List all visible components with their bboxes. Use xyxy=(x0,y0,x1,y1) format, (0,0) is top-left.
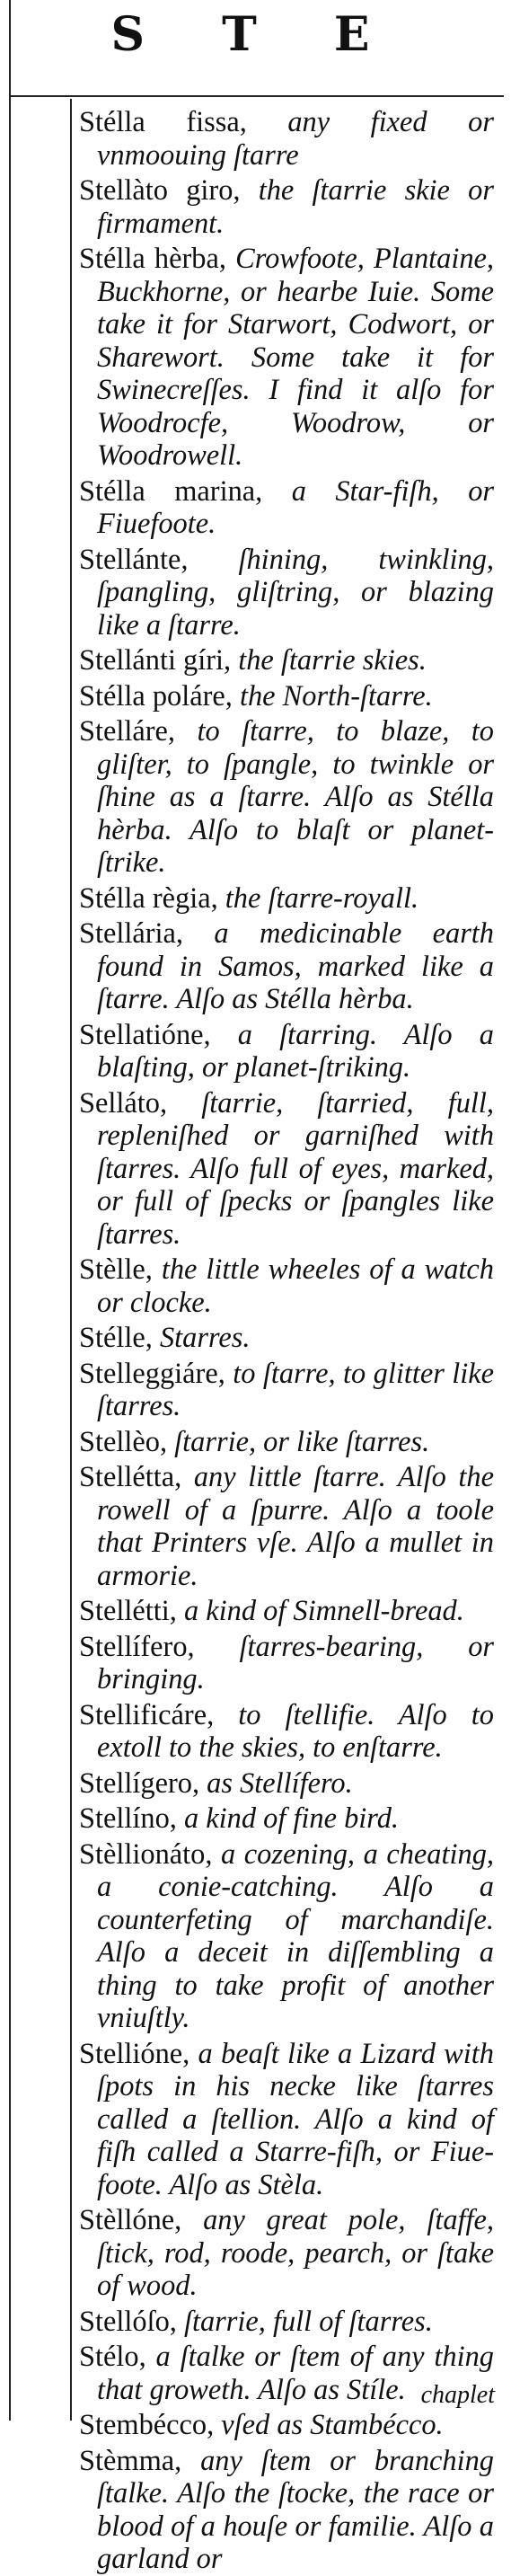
entry-headword: Stélla fissa, xyxy=(79,106,247,138)
entry-definition: ſtarrie, full of ſtarres. xyxy=(176,2305,433,2338)
entry-headword: Stelleggiáre, xyxy=(79,1357,225,1390)
entry-definition: ſhining, twinkling, ſpangling, gliſtring, or blazing like a ſtarre. xyxy=(97,543,494,642)
entry-definition: Crowfoote, Plantaine, Buckhorne, or hearbe Iuie. Some take it for Starwort, Codwort, or Sharewort. Some take it for Swinecreſſes. I find it alſo for Woodrocfe, Woodrow, or Woodrowell. xyxy=(97,243,495,472)
page-header: S T E xyxy=(110,7,401,62)
entry-definition: the ſtarre-royall. xyxy=(217,881,419,915)
dictionary-entry xyxy=(79,1699,494,1765)
dictionary-entry xyxy=(79,715,494,880)
entry-definition: a medicinable earth found in Samos, marked like a ſtarre. Alſo as Stélla hèrba. xyxy=(97,917,494,1015)
entry-headword: Stèllionáto, xyxy=(79,1837,213,1871)
entry-definition: ſtarrie, or like ſtarres. xyxy=(167,1425,430,1458)
entry-definition: any great pole, ſtaffe, ſtick, rod, roode, pearch, or ſtake of wood. xyxy=(97,2204,494,2302)
dictionary-entry xyxy=(79,680,494,713)
entry-definition: any ſtem or branching ſtalke. Alſo the ſtocke, the race or blood of a houſe or familie. Alſo a garland or xyxy=(97,2444,494,2575)
entry-definition: any fixed or vnmoouing ſtarre xyxy=(97,106,494,172)
dictionary-entry xyxy=(79,1426,494,1459)
entry-headword: Stellíno, xyxy=(79,1802,177,1835)
entry-definition: any little ſtarre. Alſo the rowell of a ſpurre. Alſo a toole that Printers vſe. Alſo a mullet in armorie. xyxy=(97,1461,494,1592)
dictionary-entry xyxy=(79,243,494,473)
entry-definition: a kind of Simnell-bread. xyxy=(176,1595,464,1627)
entry-definition: ſtarres-bearing, or bringing. xyxy=(97,1630,494,1695)
entry-definition: a ſtarring. Alſo a blaſting, or planet-ſtriking. xyxy=(97,1018,494,1084)
entry-definition: the North-ſtarre. xyxy=(232,679,433,713)
entry-headword: Stellánti gíri, xyxy=(79,644,232,677)
dictionary-entry xyxy=(79,1631,494,1696)
dictionary-entry xyxy=(79,2306,494,2339)
entry-headword: Stelláre, xyxy=(79,715,176,748)
entry-headword: Stellétti, xyxy=(79,1595,177,1627)
entry-definition: a beaſt like a Lizard with ſpots in his necke like ſtarres called a ſtellion. Alſo a kind of fiſh called a Starre-fiſh, or Fiue-foote. Alſo as Stèla. xyxy=(97,2037,494,2201)
dictionary-entry xyxy=(79,1595,494,1628)
entry-definition: the little wheeles of a watch or clocke. xyxy=(97,1253,494,1319)
column-rule xyxy=(70,99,72,2421)
header-rule xyxy=(9,95,504,97)
dictionary-entry xyxy=(79,2409,494,2442)
dictionary-entry xyxy=(79,544,494,642)
entry-definition: to ſtarre, to blaze, to gliſter, to ſpangle, to twinkle or ſhine as a ſtarre. Alſo as Stélla hèrba. Alſo to blaſt or planet-ſtrike. xyxy=(97,715,494,879)
entry-definition: the ſtarrie skie or firmament. xyxy=(97,174,494,240)
dictionary-entry xyxy=(79,2445,494,2576)
entry-headword: Stellàto giro, xyxy=(79,174,241,207)
entry-headword: Stélla marina, xyxy=(79,474,263,508)
dictionary-entry xyxy=(79,1358,494,1423)
entry-headword: Stélla règia, xyxy=(79,881,218,915)
dictionary-entry xyxy=(79,1767,494,1801)
entry-headword: Stellígero, xyxy=(79,1766,200,1800)
entry-definition: to ſtellifie. Alſo to extoll to the skies, to enſtarre. xyxy=(97,1698,494,1764)
entry-headword: Stèlle, xyxy=(79,1253,153,1286)
entry-definition: as Stellífero. xyxy=(199,1766,353,1800)
entry-headword: Stellífero, xyxy=(79,1630,195,1663)
dictionary-entry xyxy=(79,1322,494,1355)
entry-headword: Stélla poláre, xyxy=(79,679,233,713)
entry-headword: Stélle, xyxy=(79,1322,153,1354)
entry-headword: Stélo, xyxy=(79,2341,146,2373)
dictionary-entry xyxy=(79,917,494,1016)
entry-headword: Stembécco, xyxy=(79,2409,215,2441)
dictionary-entry xyxy=(79,106,494,172)
dictionary-entry xyxy=(79,475,494,541)
entry-headword: Stellióne, xyxy=(79,2037,190,2070)
dictionary-entry xyxy=(79,1019,494,1084)
entry-definition: a kind of fine bird. xyxy=(176,1802,399,1835)
entry-definition: to ſtarre, to glitter like ſtarres. xyxy=(97,1357,494,1422)
catchword: chaplet xyxy=(420,2381,495,2409)
entry-headword: Stellánte, xyxy=(79,543,189,576)
dictionary-entry xyxy=(79,1802,494,1836)
entry-headword: Stellèo, xyxy=(79,1425,168,1458)
dictionary-entry xyxy=(79,174,494,240)
entry-headword: Stélla hèrba, xyxy=(79,243,226,275)
dictionary-entry xyxy=(79,1253,494,1319)
dictionary-entry xyxy=(79,882,494,916)
entry-headword: Stellóſo, xyxy=(79,2305,177,2338)
entry-definition: vſed as Stambécco. xyxy=(214,2409,444,2441)
dictionary-entry xyxy=(79,2038,494,2202)
entry-definition: a cozening, a cheating, a conie-catching. Alſo a counterfeting of marchandiſe. Alſo a deceit in diſſembling a thing to take profit of another vniuſtly. xyxy=(97,1837,494,2034)
entry-definition: a ſtalke or ſtem of any thing that groweth. Alſo as Stíle. xyxy=(97,2341,494,2406)
entry-definition: the ſtarrie skies. xyxy=(231,644,427,677)
entry-headword: Stèllóne, xyxy=(79,2204,182,2236)
entry-headword: Stellária, xyxy=(79,917,184,950)
left-margin-rule xyxy=(9,0,11,2421)
dictionary-entry xyxy=(79,644,494,677)
entry-definition: a Star-fiſh, or Fiuefoote. xyxy=(97,474,495,540)
entry-definition: Starres. xyxy=(152,1322,251,1354)
dictionary-entry xyxy=(79,1461,494,1592)
entry-headword: Stellificáre, xyxy=(79,1698,215,1731)
dictionary-entry xyxy=(79,1838,494,2035)
entry-list xyxy=(79,106,495,2575)
entry-definition: ſtarrie, ſtarried, full, repleniſhed or garniſhed with ſtarres. Alſo full of eyes, marked, or full of ſpecks or ſpangles like ſtarres. xyxy=(97,1086,494,1251)
entry-headword: Stellétta, xyxy=(79,1461,182,1493)
entry-headword: Stèmma, xyxy=(79,2444,182,2477)
entry-headword: Selláto, xyxy=(79,1086,168,1120)
dictionary-entry xyxy=(79,1087,494,1252)
dictionary-entry xyxy=(79,2204,494,2303)
entry-headword: Stellatióne, xyxy=(79,1018,211,1051)
